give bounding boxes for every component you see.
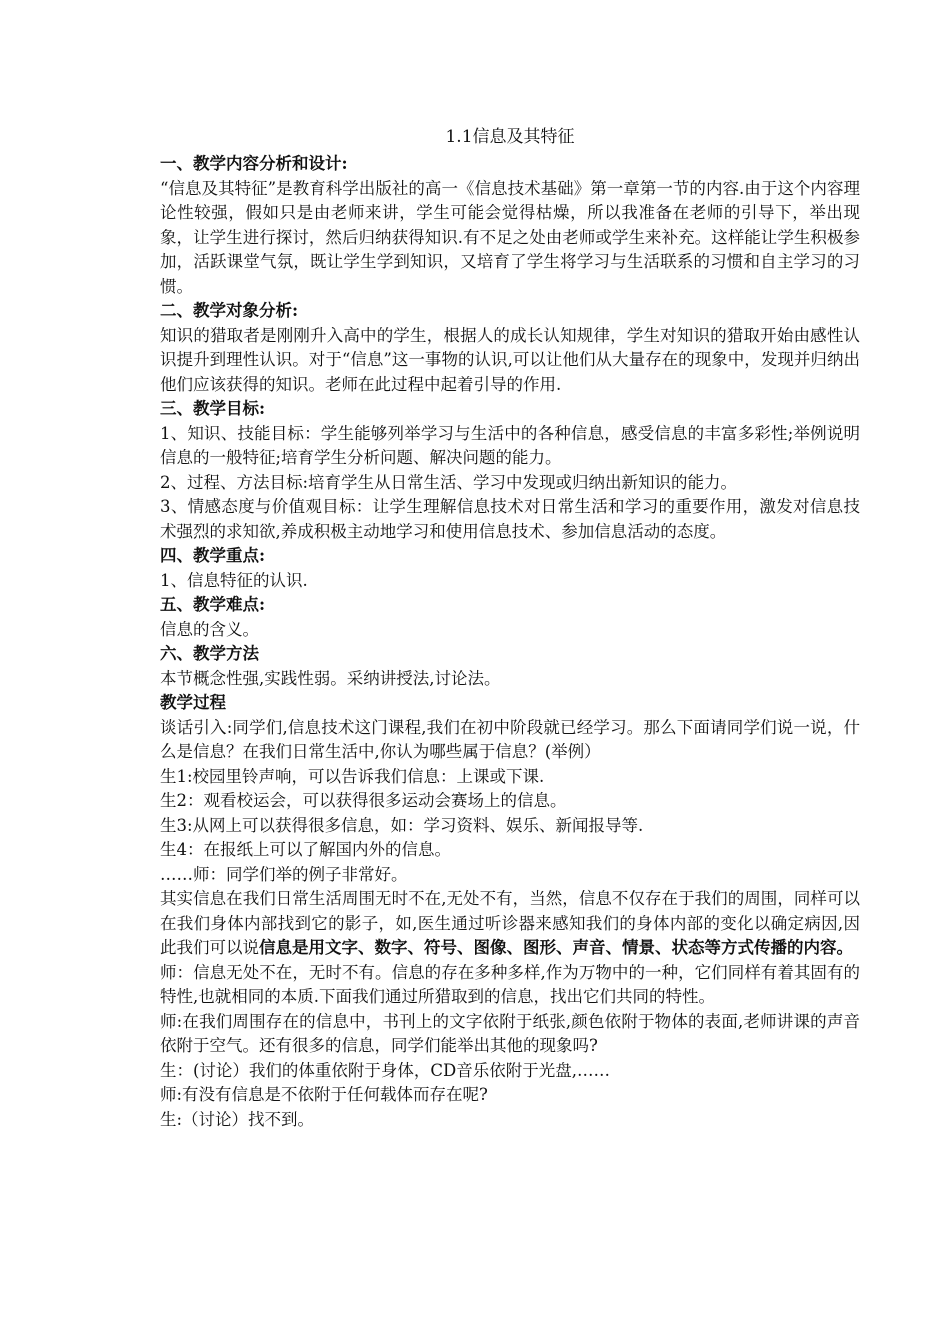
section-teaching-process bbox=[160, 691, 860, 1132]
section-heading: 五、教学难点: bbox=[160, 595, 266, 614]
section-key-points bbox=[160, 544, 860, 593]
section-objectives bbox=[160, 397, 860, 544]
section-heading: 六、教学方法 bbox=[160, 644, 259, 663]
section-heading: 二、教学对象分析: bbox=[160, 301, 299, 320]
objective-item: 3、情感态度与价值观目标：让学生理解信息技术对日常生活和学习的重要作用，激发对信息技术强烈的求知欲,养成积极主动地学习和使用信息技术、参加信息活动的态度。 bbox=[160, 497, 860, 541]
section-methods bbox=[160, 642, 860, 691]
dialogue-line: 师:在我们周围存在的信息中，书刊上的文字依附于纸张,颜色依附于物体的表面,老师讲课的声音依附于空气。还有很多的信息，同学们能举出其他的现象吗? bbox=[160, 1011, 860, 1055]
dialogue-line: 师：信息无处不在，无时不有。信息的存在多种多样,作为万物中的一种，它们同样有着其固有的特性,也就相同的本质.下面我们通过所猎取到的信息，找出它们共同的特性。 bbox=[160, 962, 860, 1006]
dialogue-line: 生2：观看校运会，可以获得很多运动会赛场上的信息。 bbox=[160, 791, 567, 810]
objective-item: 1、知识、技能目标：学生能够列举学习与生活中的各种信息，感受信息的丰富多彩性;举例说明信息的一般特征;培育学生分析问题、解决问题的能力。 bbox=[160, 423, 860, 467]
section-heading: 三、教学目标: bbox=[160, 399, 266, 418]
dialogue-line: ……师：同学们举的例子非常好。 bbox=[160, 864, 408, 884]
section-paragraph: 本节概念性强,实践性弱。采纳讲授法,讨论法。 bbox=[160, 668, 501, 688]
section-heading: 教学过程 bbox=[160, 693, 226, 712]
dialogue-line: 生1:校园里铃声响，可以告诉我们信息：上课或下课. bbox=[160, 766, 545, 786]
section-paragraph: 信息的含义。 bbox=[160, 619, 259, 639]
section-heading: 四、教学重点: bbox=[160, 546, 266, 565]
objective-item: 2、过程、方法目标:培育学生从日常生活、学习中发现或归纳出新知识的能力。 bbox=[160, 472, 738, 492]
section-content-analysis bbox=[160, 152, 860, 299]
section-audience-analysis bbox=[160, 299, 860, 397]
document-page bbox=[160, 124, 860, 1132]
info-definition-bold: 信息是用文字、数字、符号、图像、图形、声音、情景、状态等方式传播的内容。 bbox=[259, 938, 853, 957]
dialogue-line: 师:有没有信息是不依附于任何载体而存在呢? bbox=[160, 1085, 488, 1104]
dialogue-line: 生:（讨论）找不到。 bbox=[160, 1109, 315, 1129]
info-paragraph-text: 其实信息在我们日常生活周围无时不在,无处不有，当然，信息不仅存在于我们的周围，同样可以在我们身体内部找到它的影子，如,医生通过听诊器来感知我们的身体内部的变化以确定病因,因此我们可以说 bbox=[160, 889, 860, 957]
dialogue-line: 生4：在报纸上可以了解国内外的信息。 bbox=[160, 840, 451, 859]
dialogue-line: 生3:从网上可以获得很多信息，如：学习资料、娱乐、新闻报导等. bbox=[160, 815, 644, 835]
section-heading: 一、教学内容分析和设计: bbox=[160, 154, 348, 173]
document-title: 1.1信息及其特征 bbox=[445, 127, 575, 147]
section-paragraph: 知识的猎取者是刚刚升入高中的学生，根据人的成长认知规律，学生对知识的猎取开始由感性认识提升到理性认识。对于“信息”这一事物的认识,可以让他们从大量存在的现象中，发现并归纳出他们应该获得的知识。老师在此过程中起着引导的作用. bbox=[160, 325, 860, 394]
dialogue-line: 生：(讨论）我们的体重依附于身体，CD音乐依附于光盘,…… bbox=[160, 1060, 611, 1080]
section-paragraph: “信息及其特征”是教育科学出版社的高一《信息技术基础》第一章第一节的内容.由于这个内容理论性较强，假如只是由老师来讲，学生可能会觉得枯燥，所以我准备在老师的引导下，举出现象，让学生进行探讨，然后归纳获得知识.有不足之处由老师或学生来补充。这样能让学生积极参加，活跃课堂气氛，既让学生学到知识，又培育了学生将学习与生活联系的习惯和自主学习的习惯。 bbox=[160, 178, 860, 296]
info-definition-paragraph bbox=[160, 887, 860, 961]
section-paragraph: 1、信息特征的认识. bbox=[160, 570, 308, 590]
section-difficulties bbox=[160, 593, 860, 642]
dialogue-line: 谈话引入:同学们,信息技术这门课程,我们在初中阶段就已经学习。那么下面请同学们说一说，什么是信息？在我们日常生活中,你认为哪些属于信息？(举例） bbox=[160, 717, 860, 761]
